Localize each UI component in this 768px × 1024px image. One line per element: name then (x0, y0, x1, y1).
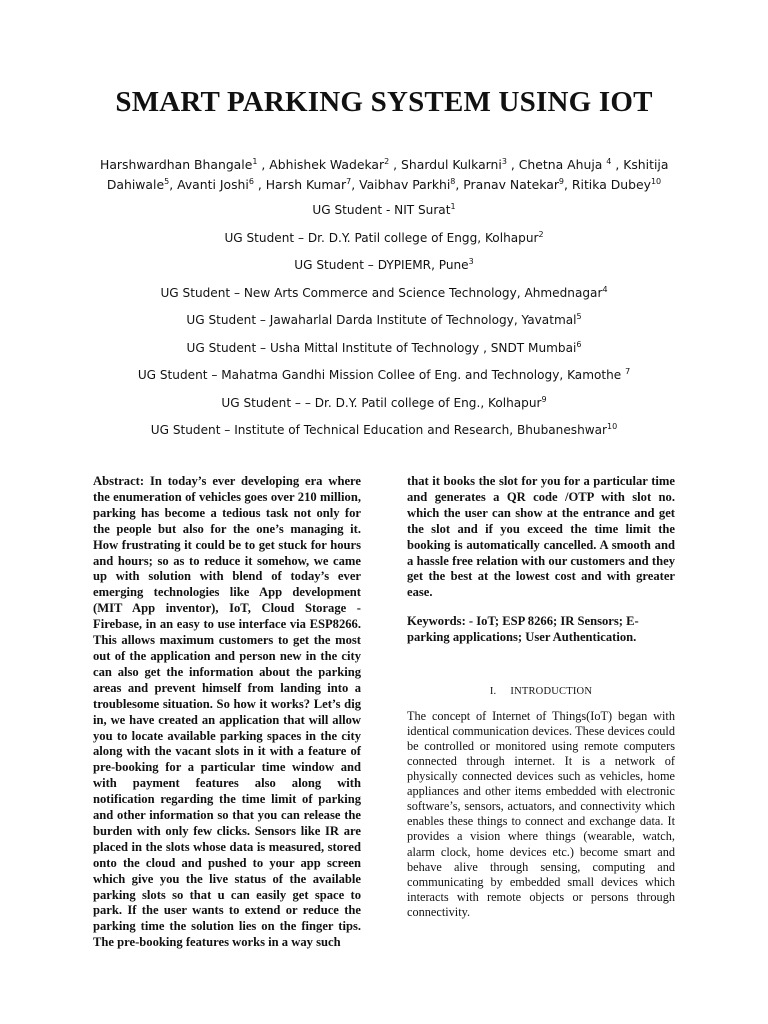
author-name: , Abhishek Wadekar (257, 157, 385, 172)
section-title: INTRODUCTION (510, 685, 593, 697)
affiliation-text: UG Student – Usha Mittal Institute of Technology , SNDT Mumbai (186, 341, 577, 355)
author-name: , Shardul Kulkarni (389, 157, 502, 172)
affiliation-text: UG Student – Mahatma Gandhi Mission Collee of Eng. and Technology, Kamothe (137, 368, 626, 382)
author-index: 2 (384, 156, 390, 166)
paper-title: SMART PARKING SYSTEM USING IOT (115, 86, 653, 118)
author-list (100, 155, 668, 195)
affiliation (40, 231, 728, 245)
affiliation-index: 5 (576, 311, 582, 321)
section-number: I. (489, 685, 497, 697)
affiliation-index: 4 (602, 284, 608, 294)
author-index: 10 (650, 176, 662, 186)
author-index: 8 (450, 176, 456, 186)
affiliation (40, 423, 728, 437)
affiliation (40, 203, 728, 217)
author-name: , Vaibhav Parkhi (351, 177, 451, 192)
right-column (407, 474, 675, 920)
affiliation (40, 341, 728, 355)
author-name: , Harsh Kumar (253, 177, 347, 192)
affiliation-text: UG Student – New Arts Commerce and Science Technology, Ahmednagar (160, 286, 603, 300)
affiliation-text: UG Student – Dr. D.Y. Patil college of Engg, Kolhapur (224, 231, 539, 245)
author-name: , Avanti Joshi (169, 177, 249, 192)
affiliation-text: UG Student - NIT Surat (312, 203, 451, 217)
author-name: Dahiwale (106, 177, 165, 192)
affiliation (40, 313, 728, 327)
affiliation-text: UG Student – Jawaharlal Darda Institute of Technology, Yavatmal (186, 313, 577, 327)
author-index: 6 (248, 176, 254, 186)
affiliation-index: 3 (468, 256, 474, 266)
author-index: 5 (164, 176, 170, 186)
affiliation (40, 396, 728, 410)
author-index: 3 (501, 156, 507, 166)
keywords: Keywords: - IoT; ESP 8266; IR Sensors; E-parking applications; User Authentication. (407, 614, 639, 645)
affiliation-text: UG Student – – Dr. D.Y. Patil college of Eng., Kolhapur (221, 396, 542, 410)
author-name: Harshwardhan Bhangale (100, 157, 253, 172)
affiliation-index: 9 (541, 394, 547, 404)
affiliation-index: 7 (625, 366, 631, 376)
author-name: , Chetna Ahuja (506, 157, 607, 172)
author-line-2 (100, 175, 668, 195)
author-line-1 (100, 155, 668, 175)
affiliation (40, 368, 728, 382)
author-name: , Pranav Natekar (455, 177, 559, 192)
abstract-continuation: that it books the slot for you for a particular time and generates a QR code /OTP with slot no. which the user can show at the entrance and get the slot and if you exceed the time limit the booking is automatically cancelled. A smooth and a hassle free relation with our customers and they get the best at the lowest cost and with greater ease. (407, 474, 675, 600)
affiliation-text: UG Student – DYPIEMR, Pune (294, 258, 469, 272)
affiliation (40, 258, 728, 272)
abstract-text: Abstract: In today’s ever developing era where the enumeration of vehicles goes over 210 million, parking has become a tedious task not only for the people but also for the one’s managing it. How frustrating it could be to get stuck for hours and hours; so as to reduce it somehow, we came up with solution with blend of today’s ever emerging technologies like App development (MIT App inventor), IoT, Cloud Storage - Firebase, in an easy to use interface via ESP8266. This allows maximum customers to get the most out of the application and person new in the city can also get the information about the parking areas and prevent himself from landing into a troublesome situation. So how it works? Let’s dig in, we have created an application that will allow you to locate available parking spaces in the city along with the vacant slots in it with a feature of pre-booking for a particular time window and with payment features also along with notification regarding the time limit of parking and other information so that you can release the burden with only few clicks. Sensors like IR are placed in the slots whose data is measured, stored onto the cloud and pushed to your app screen which give you the live status of the available parking slots so that u can easily get space to park. If the user wants to extend or reduce the parking time the solution lies on the finger tips. The pre-booking features works in a way such (93, 474, 361, 950)
author-index: 7 (346, 176, 352, 186)
author-name: , Kshitija (611, 157, 669, 172)
section-heading (407, 686, 675, 697)
affiliation-index: 10 (607, 421, 618, 431)
affiliation-index: 1 (450, 201, 456, 211)
author-index: 4 (606, 156, 612, 166)
introduction-paragraph: The concept of Internet of Things(IoT) began with identical communication devices. These devices could be controlled or monitored using remote computers connected through internet. It is a network of physically connected devices such as vehicles, home appliances and other items embedded with electronic software’s, sensors, actuators, and connectivity which enables these things to connect and exchange data. It provides a vision where things (wearable, watch, alarm clock, home devices etc.) become smart and behave alive through sensing, computing and communicating by embedded small devices which interacts with remote objects or persons through connectivity. (407, 708, 675, 919)
left-column (93, 474, 361, 951)
affiliation (40, 286, 728, 300)
affiliation-index: 2 (538, 229, 544, 239)
affiliation-text: UG Student – Institute of Technical Education and Research, Bhubaneshwar (150, 423, 608, 437)
affiliation-index: 6 (576, 339, 582, 349)
author-index: 9 (558, 176, 565, 186)
author-name: , Ritika Dubey (564, 177, 651, 192)
author-index: 1 (252, 156, 258, 166)
